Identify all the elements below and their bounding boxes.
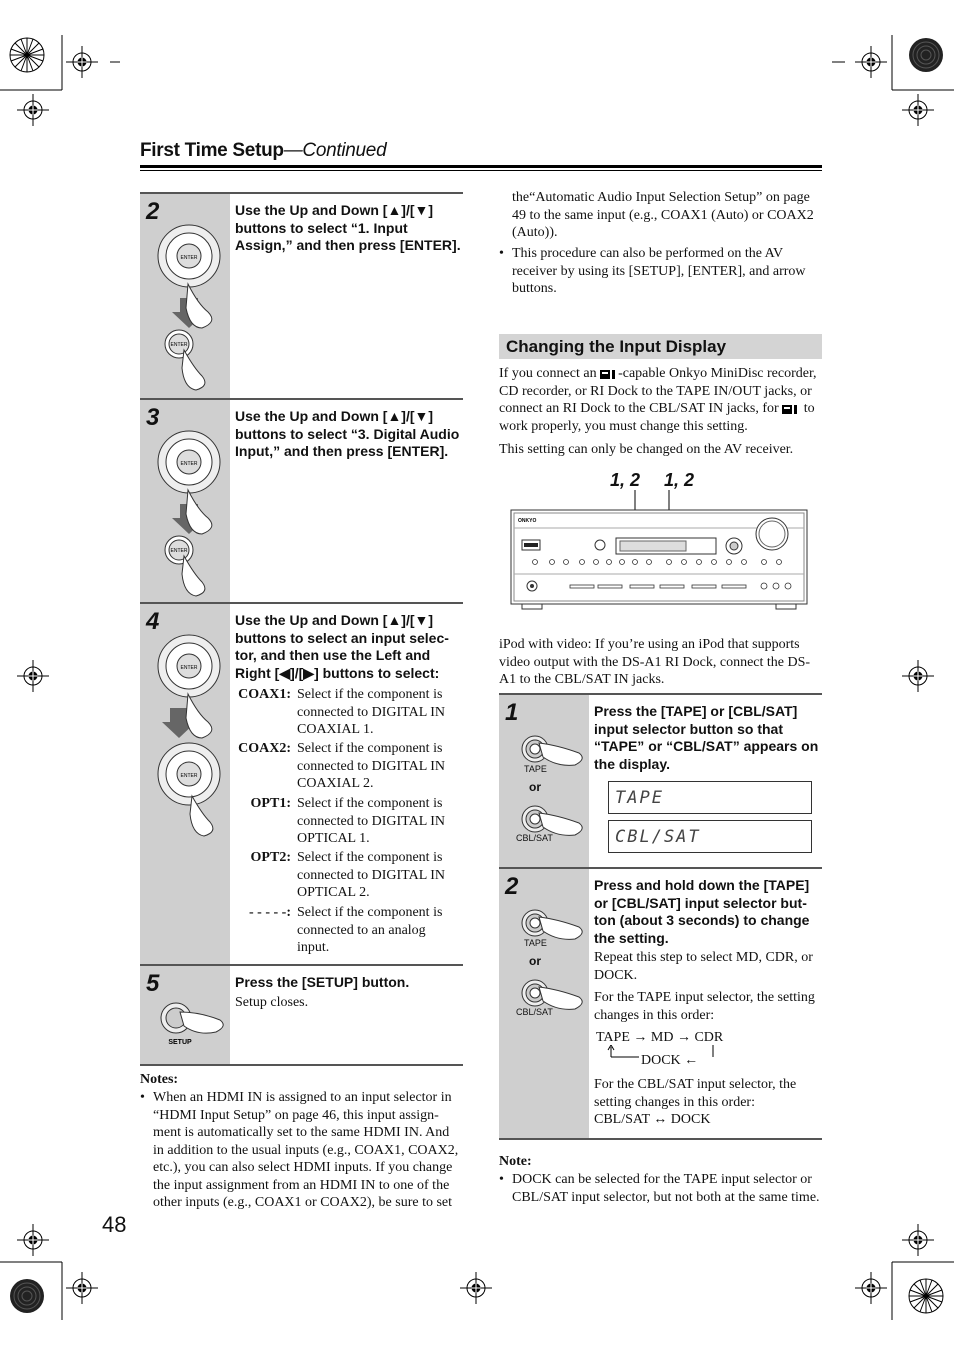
note-text: DOCK can be selected for the TAPE input selector or CBL/SAT input selector, but not both at the same time.	[512, 1172, 820, 1205]
cbl-sat-label: CBL/SAT	[516, 1007, 553, 1017]
ri-logo-icon	[782, 403, 800, 414]
callout-label-2: 1, 2	[664, 470, 695, 490]
option-key: - - - - -:	[249, 905, 291, 920]
enter-label-2: ENTER	[170, 548, 188, 554]
step-text	[594, 877, 820, 1024]
page-header	[140, 140, 386, 162]
option-key: OPT1:	[250, 796, 291, 811]
header-title: First Time Setup	[140, 140, 284, 161]
note-text: This procedure can also be performed on the AV receiver by using its [SETUP], [ENTER], and arrow buttons.	[512, 246, 806, 296]
header-rule	[140, 165, 822, 168]
step-instruction: Press the [SETUP] button.	[235, 974, 410, 990]
display-cbl-sat: CBL/SAT	[608, 820, 812, 853]
cbl-sat-order-text: For the CBL/SAT input selector, the setting changes in this order:	[594, 1077, 797, 1110]
option-desc: Select if the component is connected to an analog input.	[297, 905, 443, 955]
cbl-sat-sequence: CBL/SAT ↔ DOCK	[594, 1112, 711, 1127]
step-number: 5	[146, 970, 160, 997]
tape-label: TAPE	[524, 764, 547, 774]
step-instruction: Use the Up and Down [▲]/[▼] buttons to select “1. Input Assign,” and then press [ENTER].	[235, 202, 461, 253]
section-title: Changing the Input Display	[506, 337, 727, 356]
step-number: 4	[146, 608, 160, 635]
remote-dpad-illustration	[148, 634, 228, 844]
right-step-2	[499, 867, 822, 1140]
step-4	[140, 602, 463, 966]
note-heading: Note:	[499, 1154, 532, 1169]
tape-sequence: TAPE → MD → CDR	[596, 1030, 724, 1045]
step-instruction: Press and hold down the [TAPE] or [CBL/SAT] input selector button (about 3 seconds) to change the setting.	[594, 877, 810, 946]
step-instruction: Use the Up and Down [▲]/[▼] buttons to select an input selector, and then use the Left and Right [◀]/[▶] buttons to select:	[235, 612, 449, 681]
note-text: When an HDMI IN is assigned to an input selector in “HDMI Input Setup” on page 46, this input assignment is automatically set to the same HDMI IN. And in addition to the usual inputs (e.g., COAX1, COAX2, etc.), you can also select HDMI inputs. If you change the input assignment from an HDMI IN to one of the other inputs (e.g., COAX1 or COAX2), be sure to set	[153, 1090, 459, 1210]
setup-button-illustration	[154, 1000, 230, 1050]
enter-label-2: ENTER	[170, 342, 188, 348]
or-label: or	[529, 780, 541, 794]
option-desc: Select if the component is connected to DIGITAL IN COAXIAL 1.	[297, 687, 446, 737]
step-number: 2	[146, 198, 160, 225]
enter-label-2: ENTER	[180, 773, 198, 779]
remote-dpad-illustration	[148, 224, 228, 394]
brand-logo: ONKYO	[518, 518, 537, 524]
enter-label: ENTER	[180, 665, 198, 671]
step-instruction: Use the Up and Down [▲]/[▼] buttons to select “3. Digital Audio Input,” and then press [ENTER].	[235, 408, 460, 459]
step-5	[140, 964, 463, 1066]
option-desc: Select if the component is connected to DIGITAL IN OPTICAL 1.	[297, 796, 446, 846]
ri-logo-icon	[600, 368, 618, 379]
header-continued: —Continued	[283, 140, 387, 161]
step-text	[235, 974, 461, 1011]
step-repeat-text: Repeat this step to select MD, CDR, or DOCK.	[594, 950, 813, 983]
option-desc: Select if the component is connected to DIGITAL IN COAXIAL 2.	[297, 741, 446, 791]
header-rule-thin	[140, 170, 822, 171]
enter-label: ENTER	[180, 255, 198, 261]
callout-label-1: 1, 2	[610, 470, 641, 490]
page-number: 48	[102, 1212, 127, 1237]
step-3	[140, 398, 463, 602]
step-number: 3	[146, 404, 160, 431]
option-key: COAX2:	[238, 741, 291, 756]
option-desc: Select if the component is connected to DIGITAL IN OPTICAL 2.	[297, 850, 446, 900]
remote-dpad-illustration	[148, 430, 228, 600]
cbl-sat-label: CBL/SAT	[516, 833, 553, 843]
step-result: Setup closes.	[235, 994, 309, 1010]
step-2	[140, 192, 463, 398]
av-receiver-front-panel	[508, 490, 810, 612]
ipod-paragraph: iPod with video: If you’re using an iPod that supports video output with the DS-A1 RI Dock, connect the DS-A1 to the CBL/SAT IN jacks.	[499, 637, 811, 687]
step-instruction: Press the [TAPE] or [CBL/SAT] input selector button so that “TAPE” or “CBL/SAT” appears on the display.	[594, 703, 819, 772]
section-intro-paragraph: If you connect an -capable Onkyo MiniDisc recorder, CD recorder, or RI Dock to the TAPE IN/OUT jacks, or connect an RI Dock to the CBL/SAT IN jacks, for to work properly, you must change this setting.	[499, 366, 817, 434]
note-text: the“Automatic Audio Input Selection Setup” on page 49 to the same input (e.g., COAX1 (Auto) or COAX2 (Auto)).	[512, 190, 814, 240]
sequence-loop-arrow	[603, 1045, 719, 1063]
tape-order-text: For the TAPE input selector, the setting changes in this order:	[594, 990, 815, 1023]
option-key: COAX1:	[238, 687, 291, 702]
enter-label: ENTER	[180, 461, 198, 467]
option-key: OPT2:	[250, 850, 291, 865]
or-label: or	[529, 954, 541, 968]
step-number: 2	[505, 873, 519, 900]
notes-heading: Notes:	[140, 1072, 179, 1087]
display-tape: TAPE	[608, 781, 812, 814]
tape-label: TAPE	[524, 938, 547, 948]
tape-sequence-return: DOCK ←	[641, 1053, 699, 1068]
section-note-paragraph: This setting can only be changed on the AV receiver.	[499, 442, 794, 457]
step-number: 1	[505, 699, 519, 726]
setup-label: SETUP	[168, 1039, 192, 1046]
